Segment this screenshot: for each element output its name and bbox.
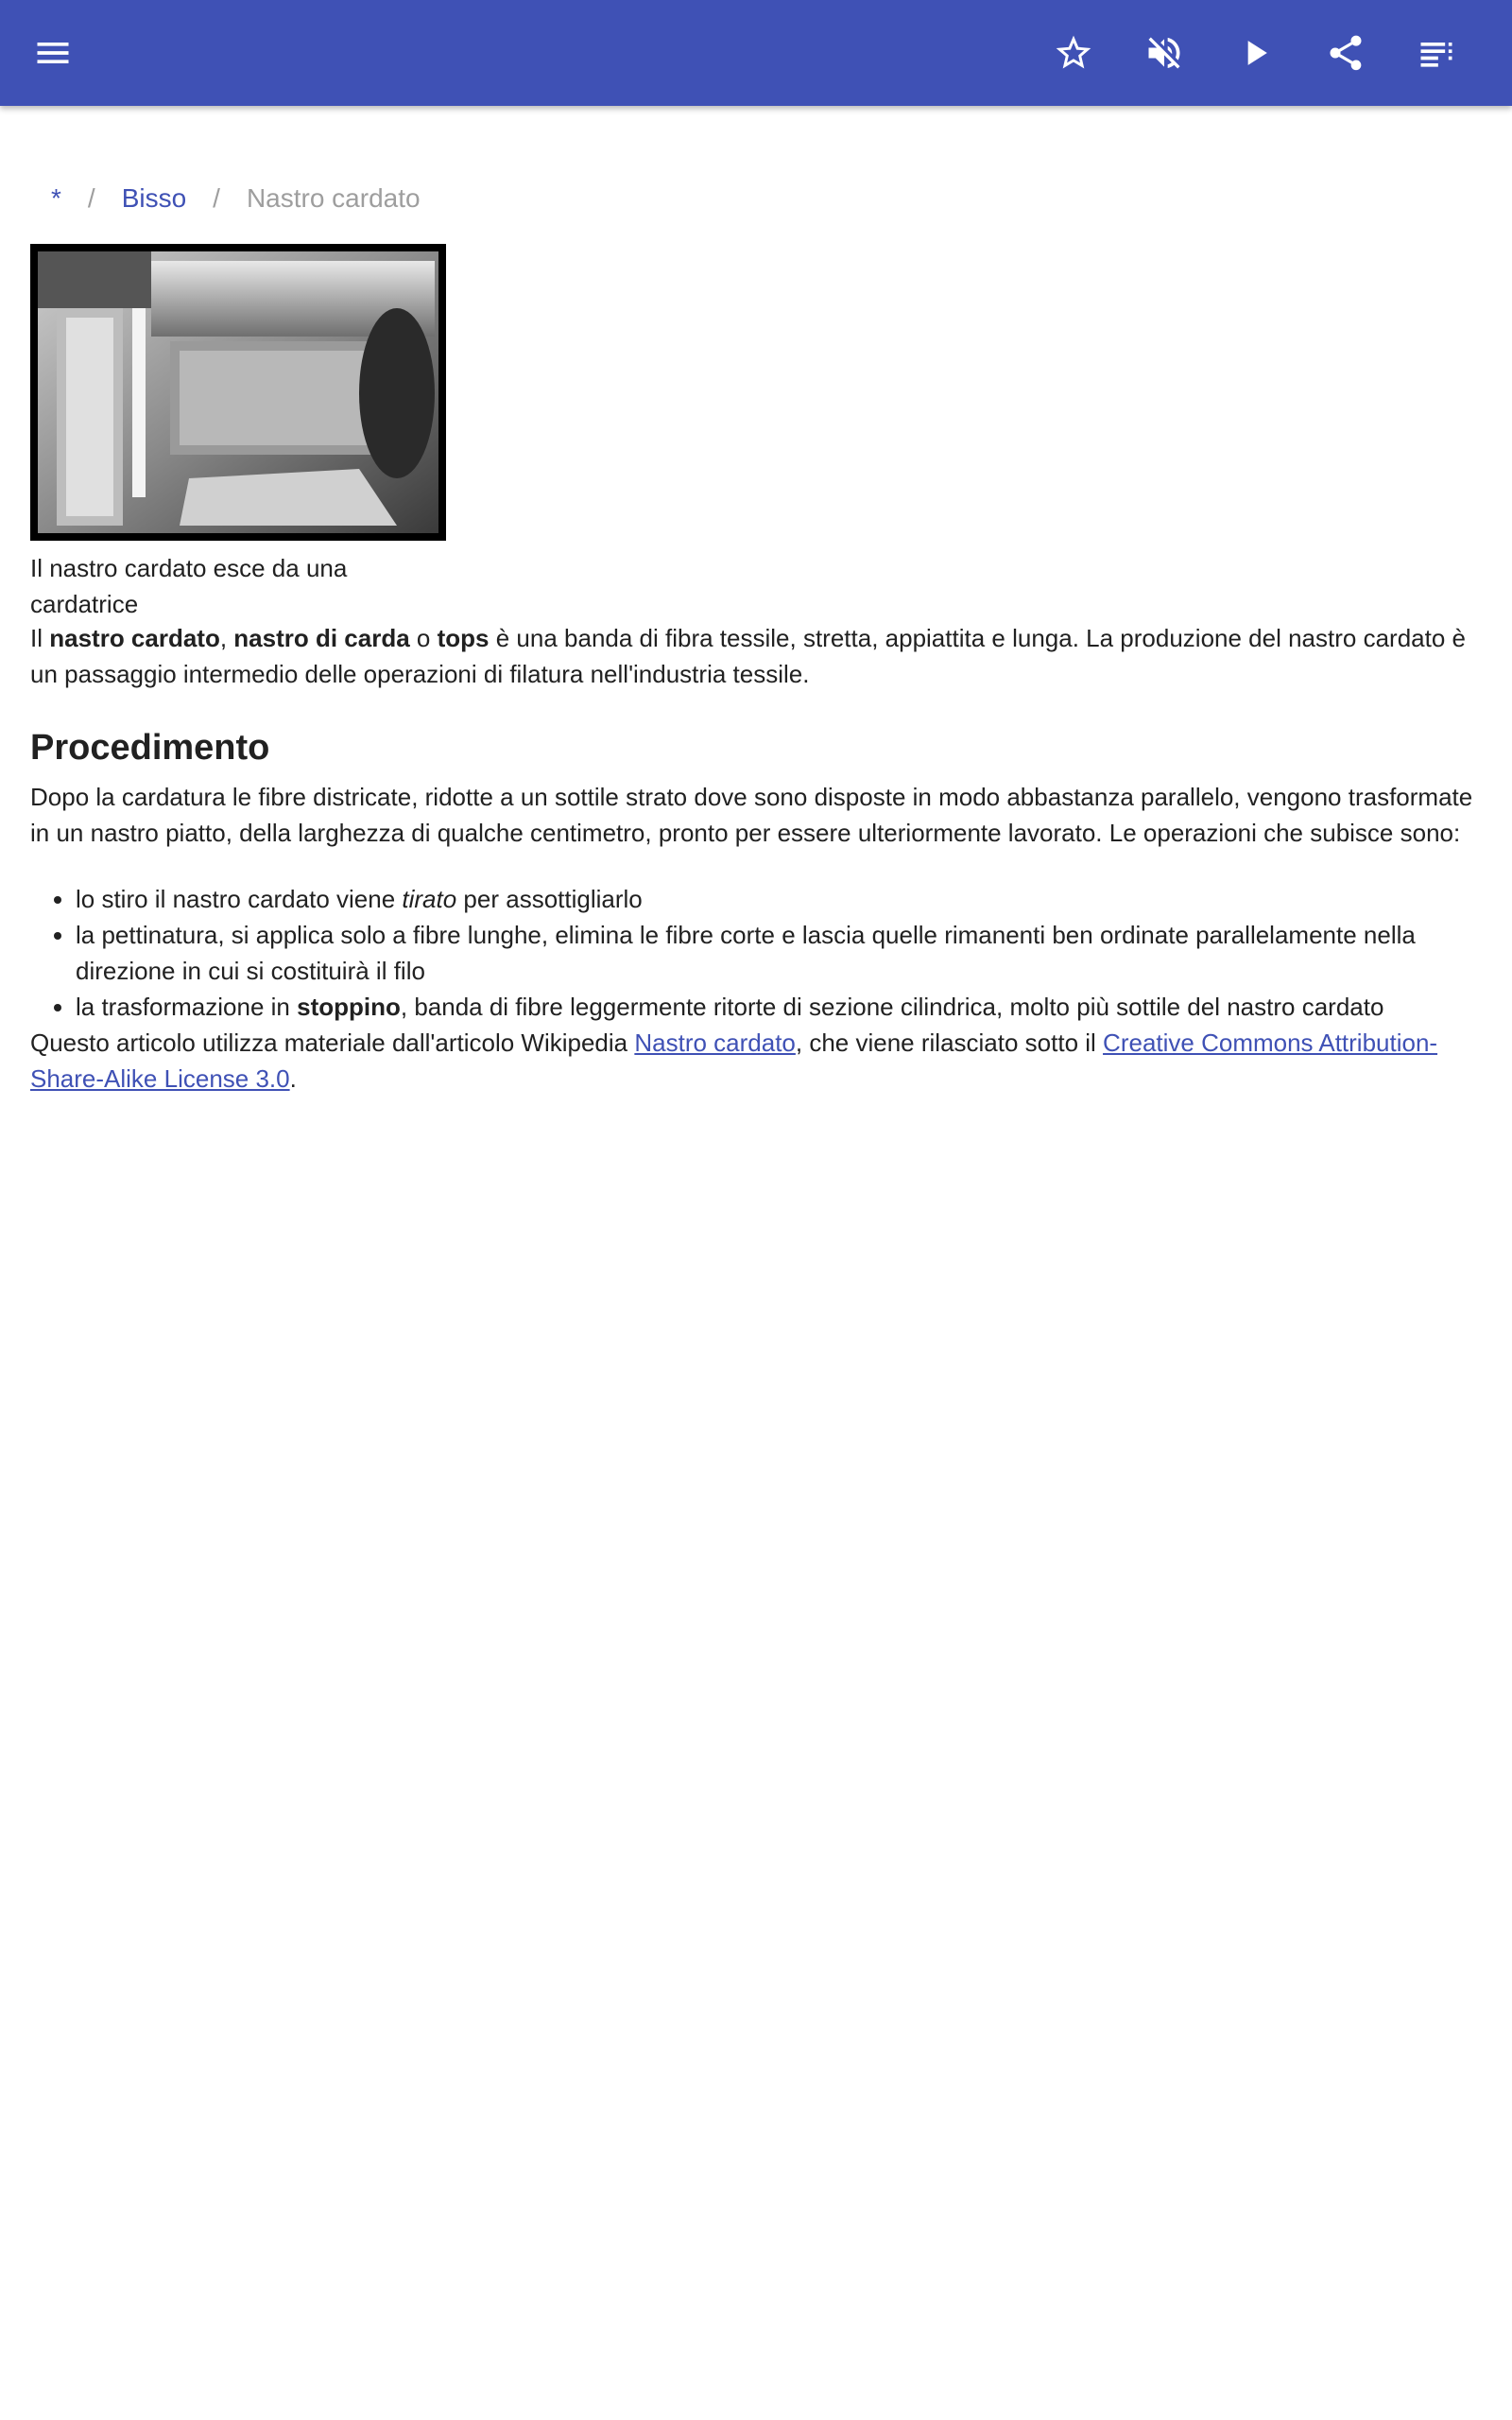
- list-item: [76, 917, 1482, 989]
- list-item-text: la trasformazione in: [76, 993, 298, 1021]
- play-icon[interactable]: [1225, 23, 1285, 83]
- list-item-term: stoppino: [297, 993, 401, 1021]
- breadcrumb: [30, 168, 421, 229]
- intro-text: ,: [219, 624, 234, 652]
- source-text: .: [289, 1064, 297, 1093]
- list-item: [76, 989, 1482, 1025]
- operations-list: [30, 881, 1482, 1025]
- breadcrumb-separator: /: [213, 183, 220, 213]
- license-link[interactable]: Creative Commons Attribution-Share-Alike License 3.0: [30, 1028, 1438, 1093]
- breadcrumb-parent-link[interactable]: Bisso: [121, 183, 187, 213]
- intro-text: Il: [30, 624, 50, 652]
- list-item-text: lo stiro il nastro cardato viene: [76, 885, 403, 913]
- intro-text: è una banda di fibra tessile, stretta, appiattita e lunga. La produzione del nastro cardato è un passaggio intermedio delle operazioni di filatura nell'industria tessile.: [30, 624, 1466, 688]
- playlist-icon[interactable]: [1406, 23, 1467, 83]
- article-figure: [30, 244, 446, 622]
- list-item-emphasis: tirato: [402, 885, 457, 913]
- menu-icon[interactable]: [23, 23, 83, 83]
- intro-paragraph: [30, 620, 1482, 692]
- carding-machine-photo[interactable]: [30, 244, 446, 541]
- volume-off-icon[interactable]: [1134, 23, 1194, 83]
- source-text: , che viene rilasciato sotto il: [795, 1028, 1104, 1057]
- breadcrumb-current: Nastro cardato: [246, 183, 421, 213]
- intro-term: nastro di carda: [233, 624, 410, 652]
- intro-term: nastro cardato: [49, 624, 220, 652]
- intro-text: o: [409, 624, 438, 652]
- source-text: Questo articolo utilizza materiale dall'articolo Wikipedia: [30, 1028, 635, 1057]
- list-item: [76, 881, 1482, 917]
- intro-term: tops: [437, 624, 490, 652]
- breadcrumb-separator: /: [87, 183, 95, 213]
- breadcrumb-home-link[interactable]: *: [51, 183, 61, 213]
- star-outline-icon[interactable]: [1043, 23, 1104, 83]
- list-item-text: per assottigliarlo: [456, 885, 643, 913]
- section-paragraph: Dopo la cardatura le fibre districate, ridotte a un sottile strato dove sono disposte in modo abbastanza parallelo, vengono trasformate in un nastro piatto, della larghezza di qualche centimetro, pronto per essere ulteriormente lavorato. Le operazioni che subisce sono:: [30, 783, 1473, 847]
- list-item-text: , banda di fibre leggermente ritorte di sezione cilindrica, molto più sottile del nastro cardato: [400, 993, 1384, 1021]
- app-bar: [0, 0, 1512, 106]
- share-icon[interactable]: [1315, 23, 1376, 83]
- source-paragraph: [30, 1025, 1482, 1097]
- list-item-text: la pettinatura, si applica solo a fibre lunghe, elimina le fibre corte e lascia quelle rimanenti ben ordinate parallelamente nella direzione in cui si costituirà il filo: [76, 921, 1416, 985]
- figure-caption: Il nastro cardato esce da una cardatrice: [30, 554, 348, 618]
- wikipedia-article-link[interactable]: Nastro cardato: [634, 1028, 796, 1057]
- section-heading: Procedimento: [30, 728, 270, 768]
